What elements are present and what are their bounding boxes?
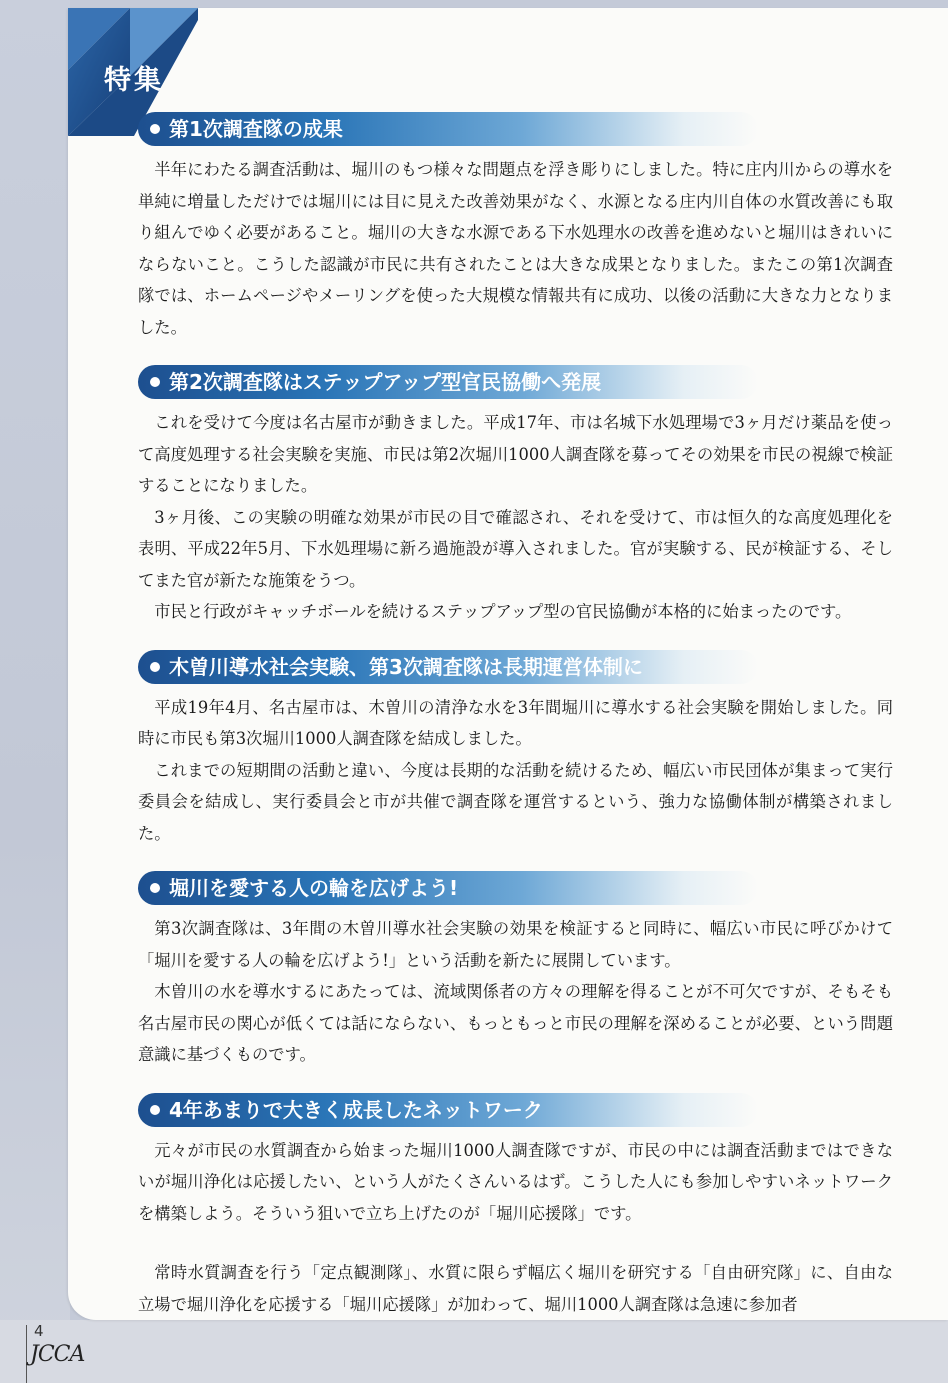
- paragraph: 3ヶ月後、この実験の明確な効果が市民の目で確認され、それを受けて、市は恒久的な高度処理化を表明、平成22年5月、下水処理場に新ろ過施設が導入されました。官が実験する、民が検証する、そしてまた官が新たな施策をうつ。: [138, 507, 893, 590]
- jcca-logo: JCCA: [30, 1342, 85, 1367]
- bullet-icon: [150, 883, 160, 893]
- paragraph: 半年にわたる調査活動は、堀川のもつ様々な問題点を浮き彫りにしました。特に庄内川からの導水を単純に増量しただけでは堀川には目に見えた改善効果がなく、水源となる庄内川自体の水質改善にも取り組んでゆく必要があること。堀川の大きな水源である下水処理水の改善を進めないと堀川はきれいにならないこと。こうした認識が市民に共有されたことは大きな成果となりました。またこの第1次調査隊では、ホームページやメーリングを使った大規模な情報共有に成功、以後の活動に大きな力となりました。: [138, 160, 893, 337]
- paragraph: 第3次調査隊は、3年間の木曽川導水社会実験の効果を検証すると同時に、幅広い市民に呼びかけて「堀川を愛する人の輪を広げよう!」という活動を新たに展開しています。: [138, 919, 893, 970]
- section-first-survey: [138, 112, 893, 343]
- section-heading: 第2次調査隊はステップアップ型官民協働へ発展: [138, 365, 758, 399]
- page-number: 4: [34, 1322, 44, 1340]
- article-body: [138, 112, 893, 1342]
- bullet-icon: [150, 124, 160, 134]
- bullet-icon: [150, 1105, 160, 1115]
- paragraph: 元々が市民の水質調査から始まった堀川1000人調査隊ですが、市民の中には調査活動まではできないが堀川浄化は応援したい、という人がたくさんいるはず。こうした人にも参加しやすいネットワークを構築しよう。そういう狙いで立ち上げたのが「堀川応援隊」です。: [138, 1140, 893, 1223]
- bullet-icon: [150, 662, 160, 672]
- bullet-icon: [150, 377, 160, 387]
- paragraph: これまでの短期間の活動と違い、今度は長期的な活動を続けるため、幅広い市民団体が集まって実行委員会を結成し、実行委員会と市が共催で調査隊を運営するという、強力な協働体制が構築されました。: [138, 760, 893, 843]
- paragraph: 常時水質調査を行う「定点観測隊」、水質に限らず幅広く堀川を研究する「自由研究隊」に、自由な立場で堀川浄化を応援する「堀川応援隊」が加わって、堀川1000人調査隊は急速に参加者: [138, 1263, 893, 1314]
- paragraph: 市民と行政がキャッチボールを続けるステップアップ型の官民協働が本格的に始まったのです。: [154, 602, 852, 621]
- corner-label: 特集: [104, 65, 164, 96]
- section-heading: 4年あまりで大きく成長したネットワーク: [138, 1093, 758, 1127]
- paragraph: 木曽川の水を導水するにあたっては、流域関係者の方々の理解を得ることが不可欠ですが、そもそも名古屋市民の関心が低くては話にならない、もっともっと市民の理解を深めることが必要、という問題意識に基づくものです。: [138, 982, 893, 1064]
- section-network: [138, 1093, 893, 1321]
- section-heading: 木曽川導水社会実験、第3次調査隊は長期運営体制に: [138, 650, 758, 684]
- section-second-survey: [138, 365, 893, 628]
- paragraph: 平成19年4月、名古屋市は、木曽川の清浄な水を3年間堀川に導水する社会実験を開始しました。同時に市民も第3次堀川1000人調査隊を結成しました。: [138, 697, 893, 748]
- paragraph: これを受けて今度は名古屋市が動きました。平成17年、市は名城下水処理場で3ヶ月だけ薬品を使って高度処理する社会実験を実施、市民は第2次堀川1000人調査隊を募ってその効果を市民の視線で検証することになりました。: [138, 413, 893, 495]
- section-spread-love: [138, 871, 893, 1071]
- section-third-survey: [138, 650, 893, 850]
- page-frame-left: [0, 0, 70, 1383]
- section-heading: 第1次調査隊の成果: [138, 112, 758, 146]
- footer-rule: [26, 1325, 27, 1383]
- section-heading: 堀川を愛する人の輪を広げよう!: [138, 871, 758, 905]
